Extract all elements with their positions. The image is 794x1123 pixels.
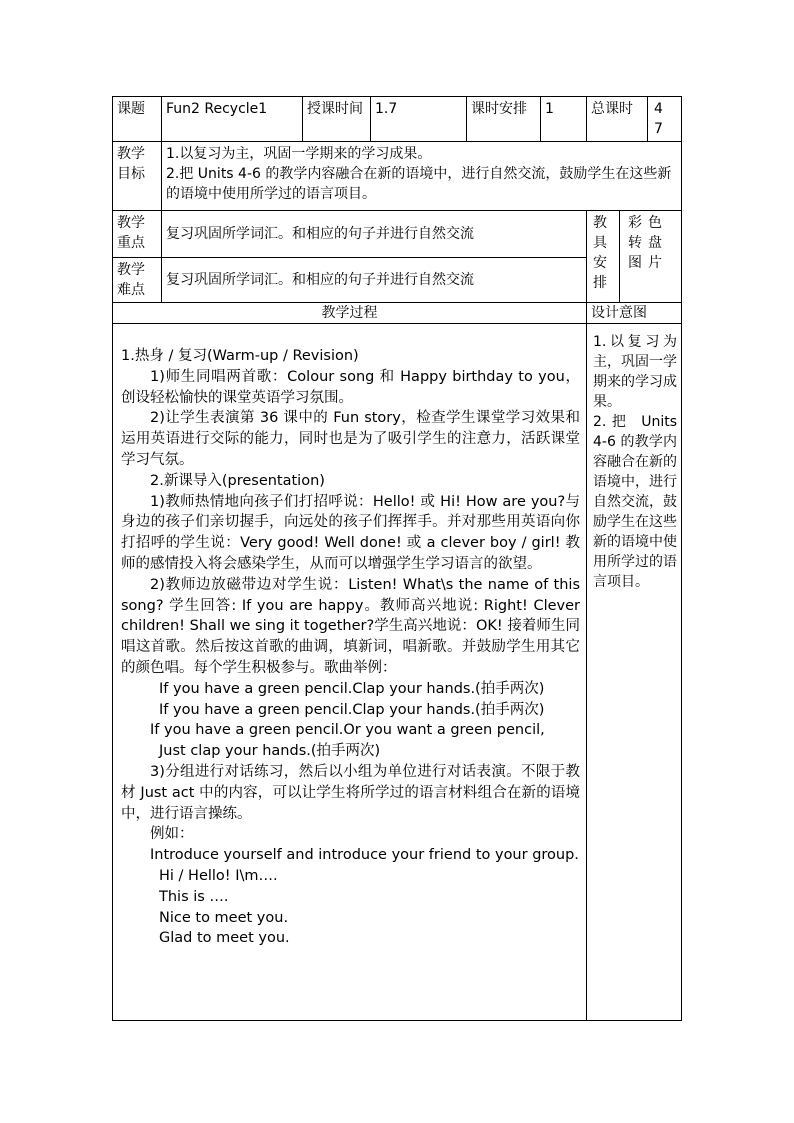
process-warmup-heading: 1.热身 / 复习(Warm-up / Revision) xyxy=(121,348,359,364)
lesson-plan-table xyxy=(112,96,682,1021)
song-line: If you have a green pencil.Clap your hands.(拍手两次) xyxy=(159,701,545,718)
aids-value: 彩色转盘图片 xyxy=(620,211,682,303)
period-label: 课时安排 xyxy=(467,97,541,142)
key-points-text: 复习巩固所学词汇。和相应的句子并进行自然交流 xyxy=(162,211,587,258)
process-presentation-heading: 2.新课导入(presentation) xyxy=(150,472,325,489)
design-line-1: 1.以复习为主，巩固一学期来的学习成果。 xyxy=(593,334,677,410)
process-step: 3)分组进行对话练习，然后以小组为单位进行对话表演。不限于教材 Just act 中的内容，可以让学生将所学过的语言材料组合在新的语境中，进行语言操练。 xyxy=(121,763,580,822)
goals-row xyxy=(113,142,682,211)
period-value: 1 xyxy=(541,97,587,142)
process-content xyxy=(113,324,587,1021)
total-value: 47 xyxy=(648,97,682,142)
difficulties-label: 教学难点 xyxy=(113,258,162,303)
example-line: Introduce yourself and introduce your friend to your group. xyxy=(150,847,579,864)
process-step: 1)教师热情地向孩子们打招呼说：Hello! 或 Hi! How are you?与身边的孩子们亲切握手，向远处的孩子们挥挥手。并对那些用英语向你打招呼的学生说：Very good! Well done! 或 a clever boy / girl! 教师的感情投入将会感染学生，从而可以增强学生学习语言的欲望。 xyxy=(121,493,580,572)
goal-line-2: 2.把 Units 4-6 的教学内容融合在新的语境中，进行自然交流，鼓励学生在这些新的语境中使用所学过的语言项目。 xyxy=(166,166,672,202)
example-line: Nice to meet you. xyxy=(159,909,289,926)
key-points-row xyxy=(113,211,682,258)
header-row xyxy=(113,97,682,142)
total-label: 总课时 xyxy=(587,97,648,142)
topic-value: Fun2 Recycle1 xyxy=(162,97,303,142)
goals-content xyxy=(162,142,682,211)
date-value: 1.7 xyxy=(371,97,467,142)
example-line: Glad to meet you. xyxy=(159,930,290,947)
aids-label: 教具安排 xyxy=(587,211,620,303)
song-line: If you have a green pencil.Or you want a green pencil, xyxy=(150,722,545,739)
date-label: 授课时间 xyxy=(303,97,371,142)
difficulties-text: 复习巩固所学词汇。和相应的句子并进行自然交流 xyxy=(162,258,587,303)
goals-label: 教学目标 xyxy=(113,142,162,211)
section-header-row xyxy=(113,303,682,324)
song-line: Just clap your hands.(拍手两次) xyxy=(159,743,381,760)
topic-label: 课题 xyxy=(113,97,162,142)
example-label: 例如： xyxy=(150,826,194,843)
process-step: 1)师生同唱两首歌：Colour song 和 Happy birthday to you，创设轻松愉快的课堂英语学习氛围。 xyxy=(121,368,580,406)
key-points-label: 教学重点 xyxy=(113,211,162,258)
design-content xyxy=(587,324,682,1021)
process-header: 教学过程 xyxy=(113,303,587,324)
example-line: This is …. xyxy=(159,888,229,905)
example-line: Hi / Hello! I\m…. xyxy=(159,867,278,884)
process-step: 2)让学生表演第 36 课中的 Fun story，检查学生课堂学习效果和运用英语进行交际的能力，同时也是为了吸引学生的注意力，活跃课堂学习气氛。 xyxy=(121,410,580,468)
process-row xyxy=(113,324,682,1021)
design-header: 设计意图 xyxy=(587,303,682,324)
process-step: 2)教师边放磁带边对学生说：Listen! What\s the name of this song? 学生回答: If you are happy。教师高兴地说: Right! Clever children! Shall we sing it together?学生高兴地说：OK! 接着师生同唱这首歌。然后按这首歌的曲调，填新词，唱新歌。并鼓励学生用其它的颜色唱。每个学生积极参与。歌曲举例： xyxy=(121,576,580,676)
design-line-2: 2.把 Units 4-6 的教学内容融合在新的语境中，进行自然交流，鼓励学生在这些新的语境中使用所学过的语言项目。 xyxy=(593,414,677,590)
song-line: If you have a green pencil.Clap your hands.(拍手两次) xyxy=(159,680,545,697)
goal-line-1: 1.以复习为主，巩固一学期来的学习成果。 xyxy=(166,146,432,162)
